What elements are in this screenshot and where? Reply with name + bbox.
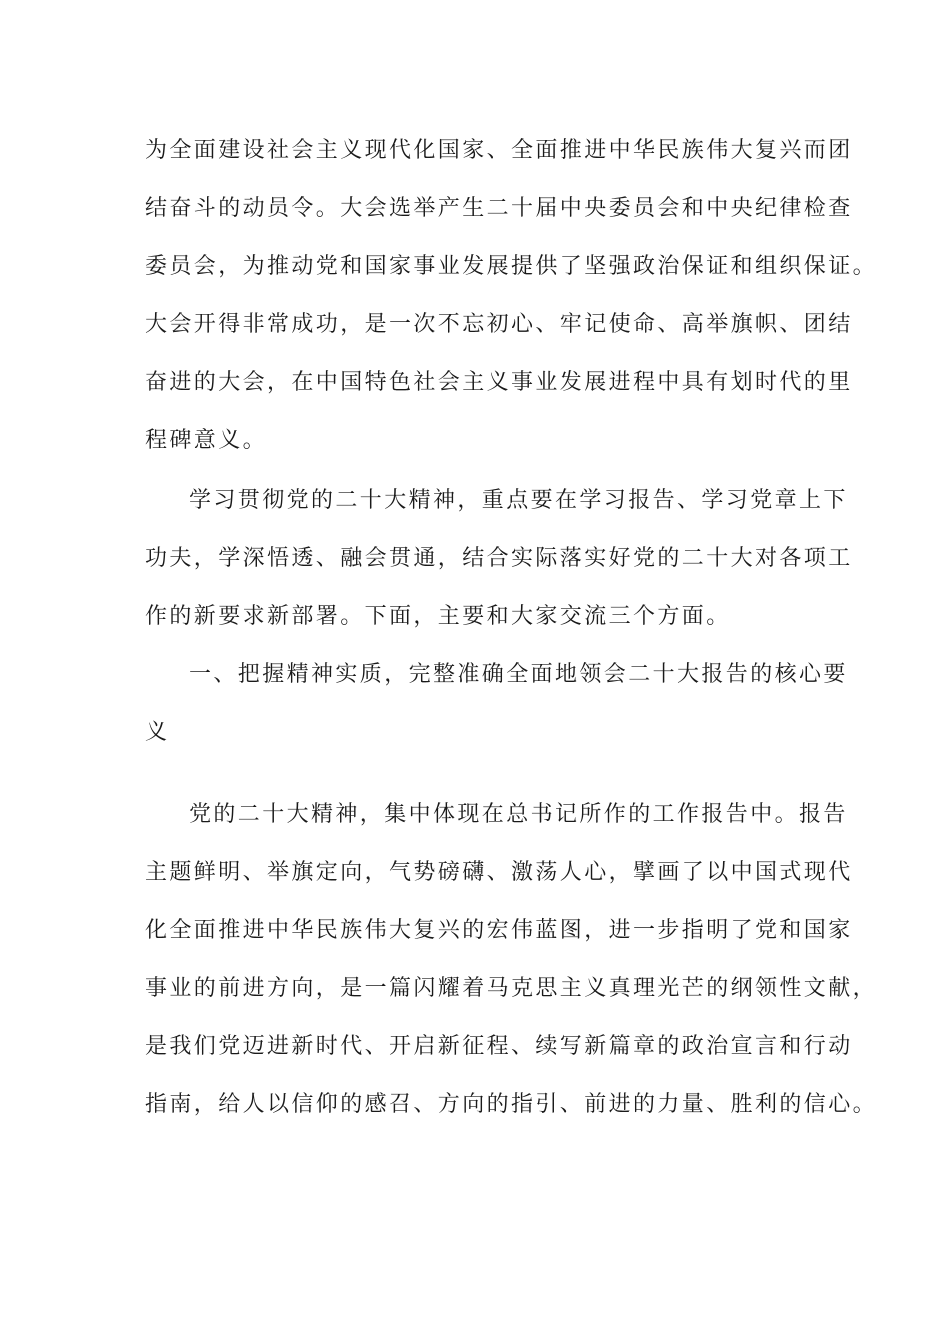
text-line: 大会开得非常成功，是一次不忘初心、牢记使命、高举旗帜、团结 — [145, 312, 853, 337]
text-line: 事业的前进方向，是一篇闪耀着马克思主义真理光芒的纲领性文献， — [145, 976, 878, 1001]
text-line: 主题鲜明、举旗定向，气势磅礴、激荡人心，擘画了以中国式现代 — [145, 860, 853, 885]
text-line: 委员会，为推动党和国家事业发展提供了坚强政治保证和组织保证。 — [145, 254, 878, 279]
text-line: 一、把握精神实质，完整准确全面地领会二十大报告的核心要 — [189, 662, 848, 687]
text-line: 结奋斗的动员令。大会选举产生二十届中央委员会和中央纪律检查 — [145, 196, 853, 221]
paragraph-study — [145, 487, 853, 661]
text-line: 奋进的大会，在中国特色社会主义事业发展进程中具有划时代的里 — [145, 370, 853, 395]
text-line: 党的二十大精神，集中体现在总书记所作的工作报告中。报告 — [189, 802, 848, 827]
paragraph-continuation — [145, 137, 878, 485]
text-line: 学习贯彻党的二十大精神，重点要在学习报告、学习党章上下 — [189, 488, 848, 513]
text-line: 作的新要求新部署。下面，主要和大家交流三个方面。 — [145, 604, 731, 629]
text-line: 功夫，学深悟透、融会贯通，结合实际落实好党的二十大对各项工 — [145, 546, 853, 571]
paragraph-report — [145, 801, 878, 1149]
text-line: 指南，给人以信仰的感召、方向的指引、前进的力量、胜利的信心。 — [145, 1092, 878, 1117]
text-line: 程碑意义。 — [145, 428, 268, 453]
text-line: 是我们党迈进新时代、开启新征程、续写新篇章的政治宣言和行动 — [145, 1034, 853, 1059]
text-line: 义 — [145, 720, 170, 745]
text-line: 为全面建设社会主义现代化国家、全面推进中华民族伟大复兴而团 — [145, 138, 853, 163]
text-line: 化全面推进中华民族伟大复兴的宏伟蓝图，进一步指明了党和国家 — [145, 918, 853, 943]
section-heading-one — [145, 661, 848, 777]
